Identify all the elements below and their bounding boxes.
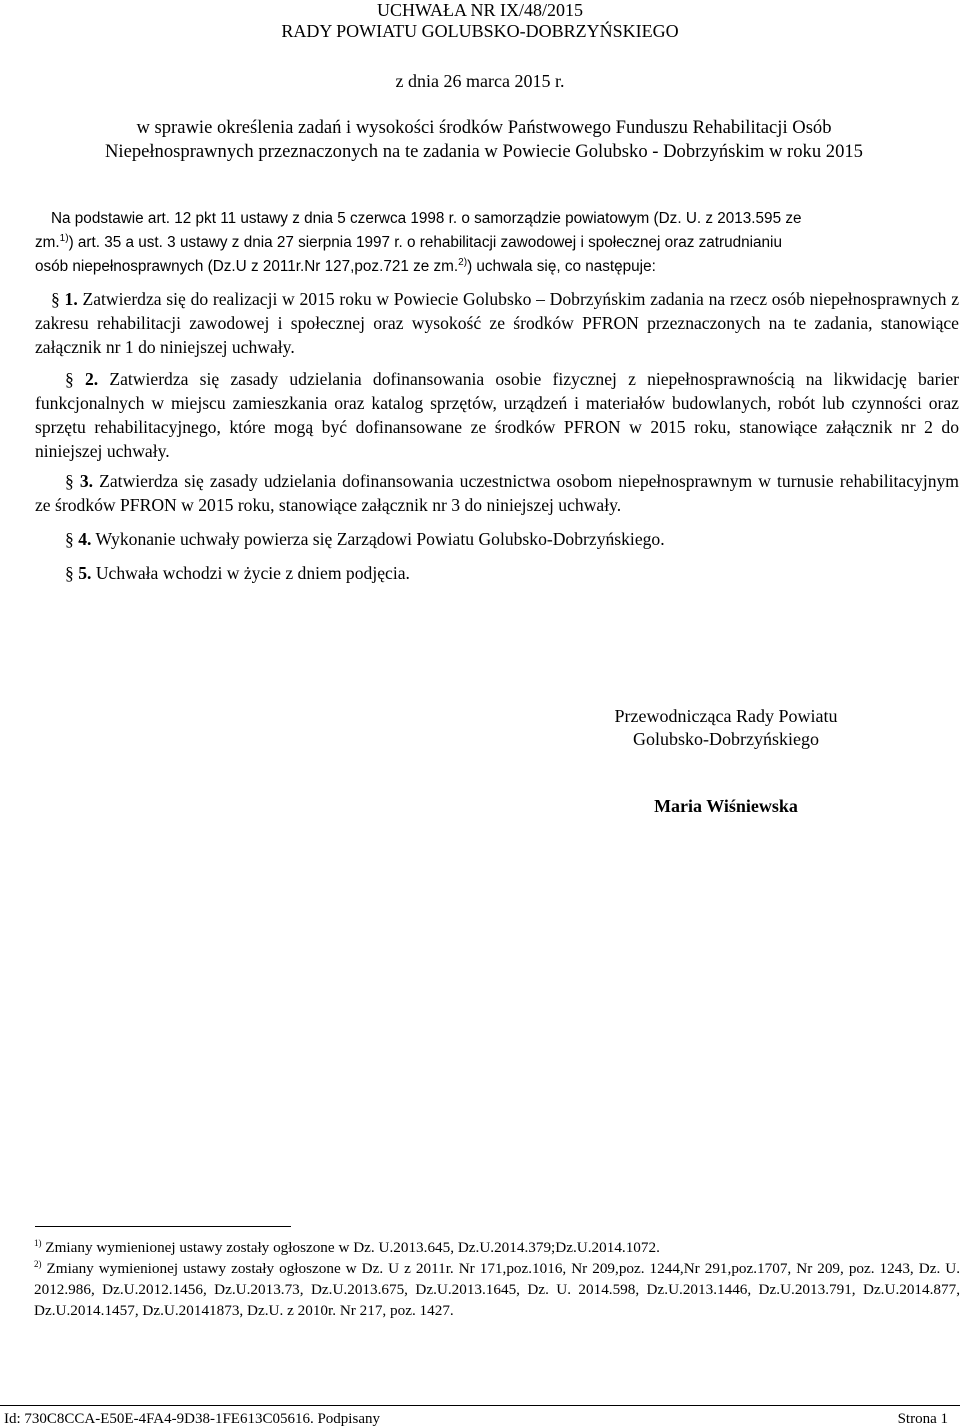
- preamble-text: osób niepełnosprawnych (Dz.U z 2011r.Nr 127,poz.721 ze zm.: [35, 258, 459, 275]
- subject-line: w sprawie określenia zadań i wysokości środków Państwowego Funduszu Rehabilitacji Osób: [136, 117, 832, 138]
- paragraph-text: Zatwierdza się zasady udzielania dofinansowania osobie fizycznej z niepełnosprawnością na likwidację barier funkcjonalnych w miejscu zamieszkania oraz katalog sprzętów, urządzeń i materiałów budowlanych, robót lub czynności oraz sprzętu rehabilitacyjnego, które mogą być dofinansowane ze środków PFRON w 2015 roku, stanowiące załącznik nr 2 do niniejszej uchwały.: [35, 369, 959, 461]
- paragraph-1: [35, 287, 959, 359]
- preamble-text: zm.: [35, 234, 60, 251]
- preamble-text: ) art. 35 a ust. 3 ustawy z dnia 27 sierpnia 1997 r. o rehabilitacji zawodowej i społecznej oraz zatrudnianiu: [68, 234, 782, 251]
- preamble-text: ) uchwala się, co następuje:: [467, 258, 656, 275]
- preamble: [35, 207, 959, 279]
- paragraph-text: Zatwierdza się do realizacji w 2015 roku w Powiecie Golubsko – Dobrzyńskim zadania na rzecz osób niepełnosprawnych z zakresu rehabilitacji zawodowej i społecznej oraz wysokość ze środków PFRON przeznaczonych na te zadania, stanowiące załącznik nr 1 do niniejszej uchwały.: [35, 289, 960, 357]
- paragraph-text: Uchwała wchodzi w życie z dniem podjęcia.: [95, 563, 410, 583]
- footnote-divider: [35, 1226, 291, 1227]
- section-sign: §: [65, 369, 85, 389]
- paragraph-text: Zatwierdza się zasady udzielania dofinansowania uczestnictwa osobom niepełnosprawnym w turnusie rehabilitacyjnym ze środków PFRON w 2015 roku, stanowiące załącznik nr 3 do niniejszej uchwały.: [35, 471, 959, 515]
- paragraph-number: 1.: [64, 289, 78, 309]
- preamble-line: [35, 231, 959, 255]
- footer-divider: [0, 1405, 960, 1406]
- footnote-number: 2): [34, 1259, 42, 1269]
- footnote-ref-1[interactable]: 1): [59, 233, 69, 244]
- paragraph-number: 4.: [78, 529, 92, 549]
- footnote-text: Zmiany wymienionej ustawy zostały ogłoszone w Dz. U z 2011r. Nr 171,poz.1016, Nr 209,poz. 1244,Nr 291,poz.1707, Nr 209, poz. 1243, Dz. U. 2012.986, Dz.U.2012.1456, Dz.U.2013.73, Dz.U.2013.675, Dz.U.2013.1645, Dz. U. 2014.598, Dz.U.2013.1446, Dz.U.2013.791, Dz.U.2014.877, Dz.U.2014.1457, Dz.U.20141873, Dz.U. z 2010r. Nr 217, poz. 1427.: [34, 1260, 960, 1319]
- resolution-subject: [30, 116, 938, 164]
- section-sign: §: [65, 563, 79, 583]
- preamble-line: [35, 255, 959, 279]
- section-sign: §: [51, 289, 65, 309]
- paragraph-2: [35, 367, 959, 463]
- footnote-text: Zmiany wymienionej ustawy zostały ogłoszone w Dz. U.2013.645, Dz.U.2014.379;Dz.U.2014.1072.: [45, 1239, 660, 1256]
- footnote-number: 1): [34, 1238, 42, 1248]
- document-id: Id: 730C8CCA-E50E-4FA4-9D38-1FE613C05616. Podpisany: [4, 1411, 380, 1427]
- paragraph-5: [35, 561, 959, 585]
- signature-name: Maria Wiśniewska: [654, 796, 798, 816]
- subject-line: Niepełnosprawnych przeznaczonych na te zadania w Powiecie Golubsko - Dobrzyńskim w roku 2015: [105, 141, 863, 162]
- signature-role-line-2: Golubsko-Dobrzyńskiego: [633, 729, 819, 749]
- signature-role-line-1: Przewodnicząca Rady Powiatu: [614, 706, 838, 726]
- footnote-1: [34, 1237, 960, 1258]
- paragraph-4: [35, 527, 959, 551]
- section-sign: §: [65, 471, 80, 491]
- paragraph-number: 3.: [79, 471, 94, 491]
- resolution-date: z dnia 26 marca 2015 r.: [395, 71, 565, 91]
- footnote-ref-2[interactable]: 2): [458, 257, 468, 268]
- paragraph-number: 5.: [78, 563, 92, 583]
- footnote-2: [34, 1258, 960, 1321]
- paragraph-number: 2.: [84, 369, 99, 389]
- paragraph-text: Wykonanie uchwały powierza się Zarządowi Powiatu Golubsko-Dobrzyńskiego.: [95, 529, 665, 549]
- section-sign: §: [65, 529, 79, 549]
- page-number: Strona 1: [897, 1411, 948, 1427]
- preamble-line: Na podstawie art. 12 pkt 11 ustawy z dnia 5 czerwca 1998 r. o samorządzie powiatowym (Dz. U. z 2013.595 ze: [51, 210, 802, 227]
- council-name: RADY POWIATU GOLUBSKO-DOBRZYŃSKIEGO: [281, 21, 679, 41]
- resolution-title: UCHWAŁA NR IX/48/2015: [377, 0, 583, 20]
- paragraph-3: [35, 469, 959, 517]
